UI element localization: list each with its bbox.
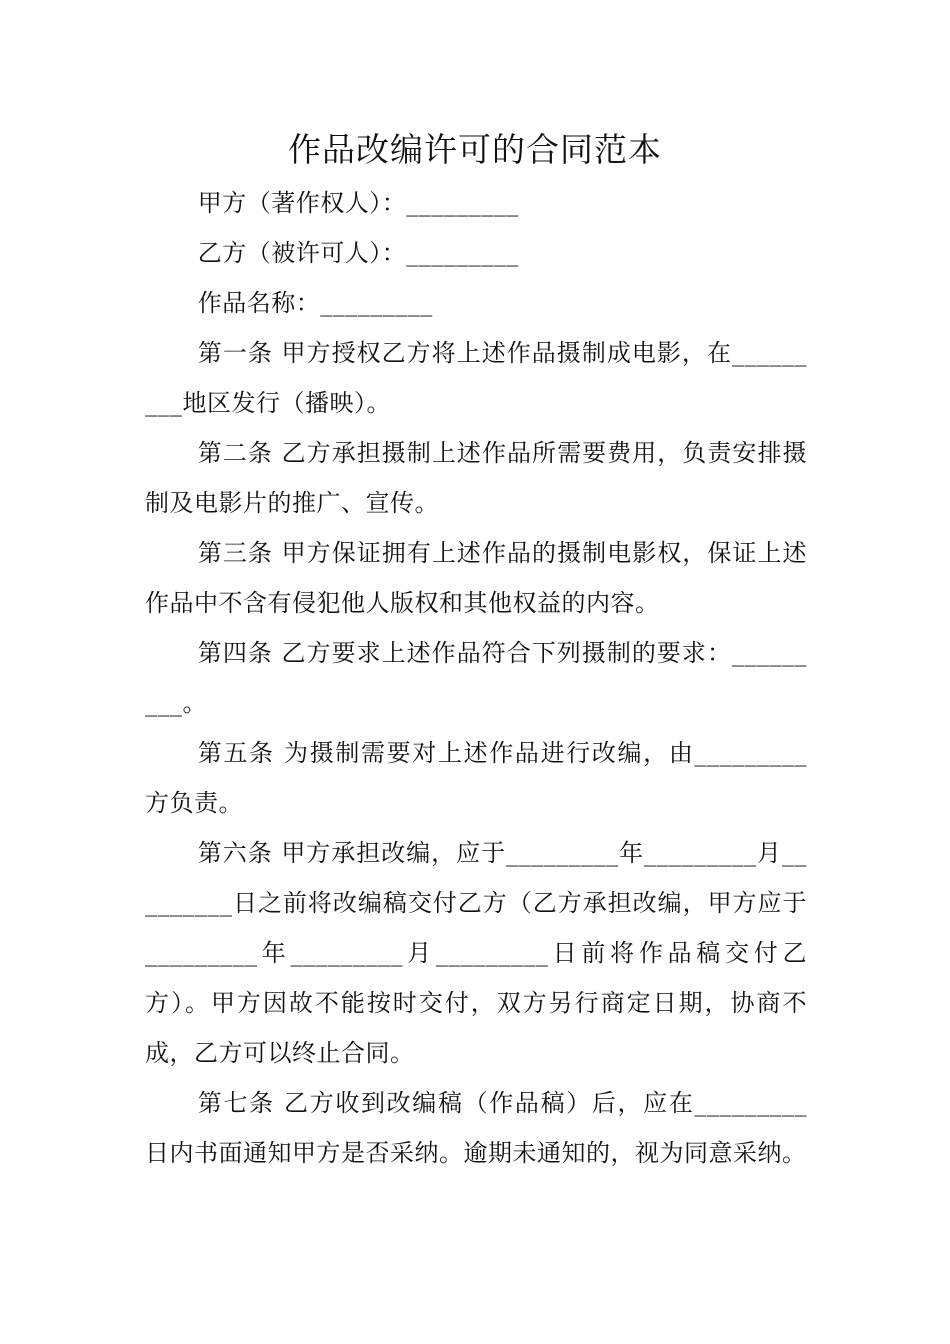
document-body [145,178,807,1178]
party-a-line: 甲方（著作权人）：_________ [197,189,519,217]
article-4: 第四条 乙方要求上述作品符合下列摄制的要求：_________。 [145,639,807,717]
party-b-line: 乙方（被许可人）：_________ [197,239,519,267]
article-6: 第六条 甲方承担改编，应于_________年_________月_________日之前将改编稿交付乙方（乙方承担改编，甲方应于_________年_________月_________日前将作品稿交付乙方）。甲方因故不能按时交付，双方另行商定日期，协商不成，乙方可以终止合同。 [145,839,807,1067]
article-3: 第三条 甲方保证拥有上述作品的摄制电影权，保证上述作品中不含有侵犯他人版权和其他权益的内容。 [145,539,807,617]
article-7: 第七条 乙方收到改编稿（作品稿）后，应在_________日内书面通知甲方是否采纳。逾期未通知的，视为同意采纳。 [145,1089,807,1167]
article-1: 第一条 甲方授权乙方将上述作品摄制成电影，在_________地区发行（播映）。 [145,339,807,417]
work-name-line: 作品名称：_________ [197,289,433,317]
article-5: 第五条 为摄制需要对上述作品进行改编，由_________方负责。 [145,739,807,817]
document-title: 作品改编许可的合同范本 [288,130,662,169]
article-2: 第二条 乙方承担摄制上述作品所需要费用，负责安排摄制及电影片的推广、宣传。 [145,439,807,517]
